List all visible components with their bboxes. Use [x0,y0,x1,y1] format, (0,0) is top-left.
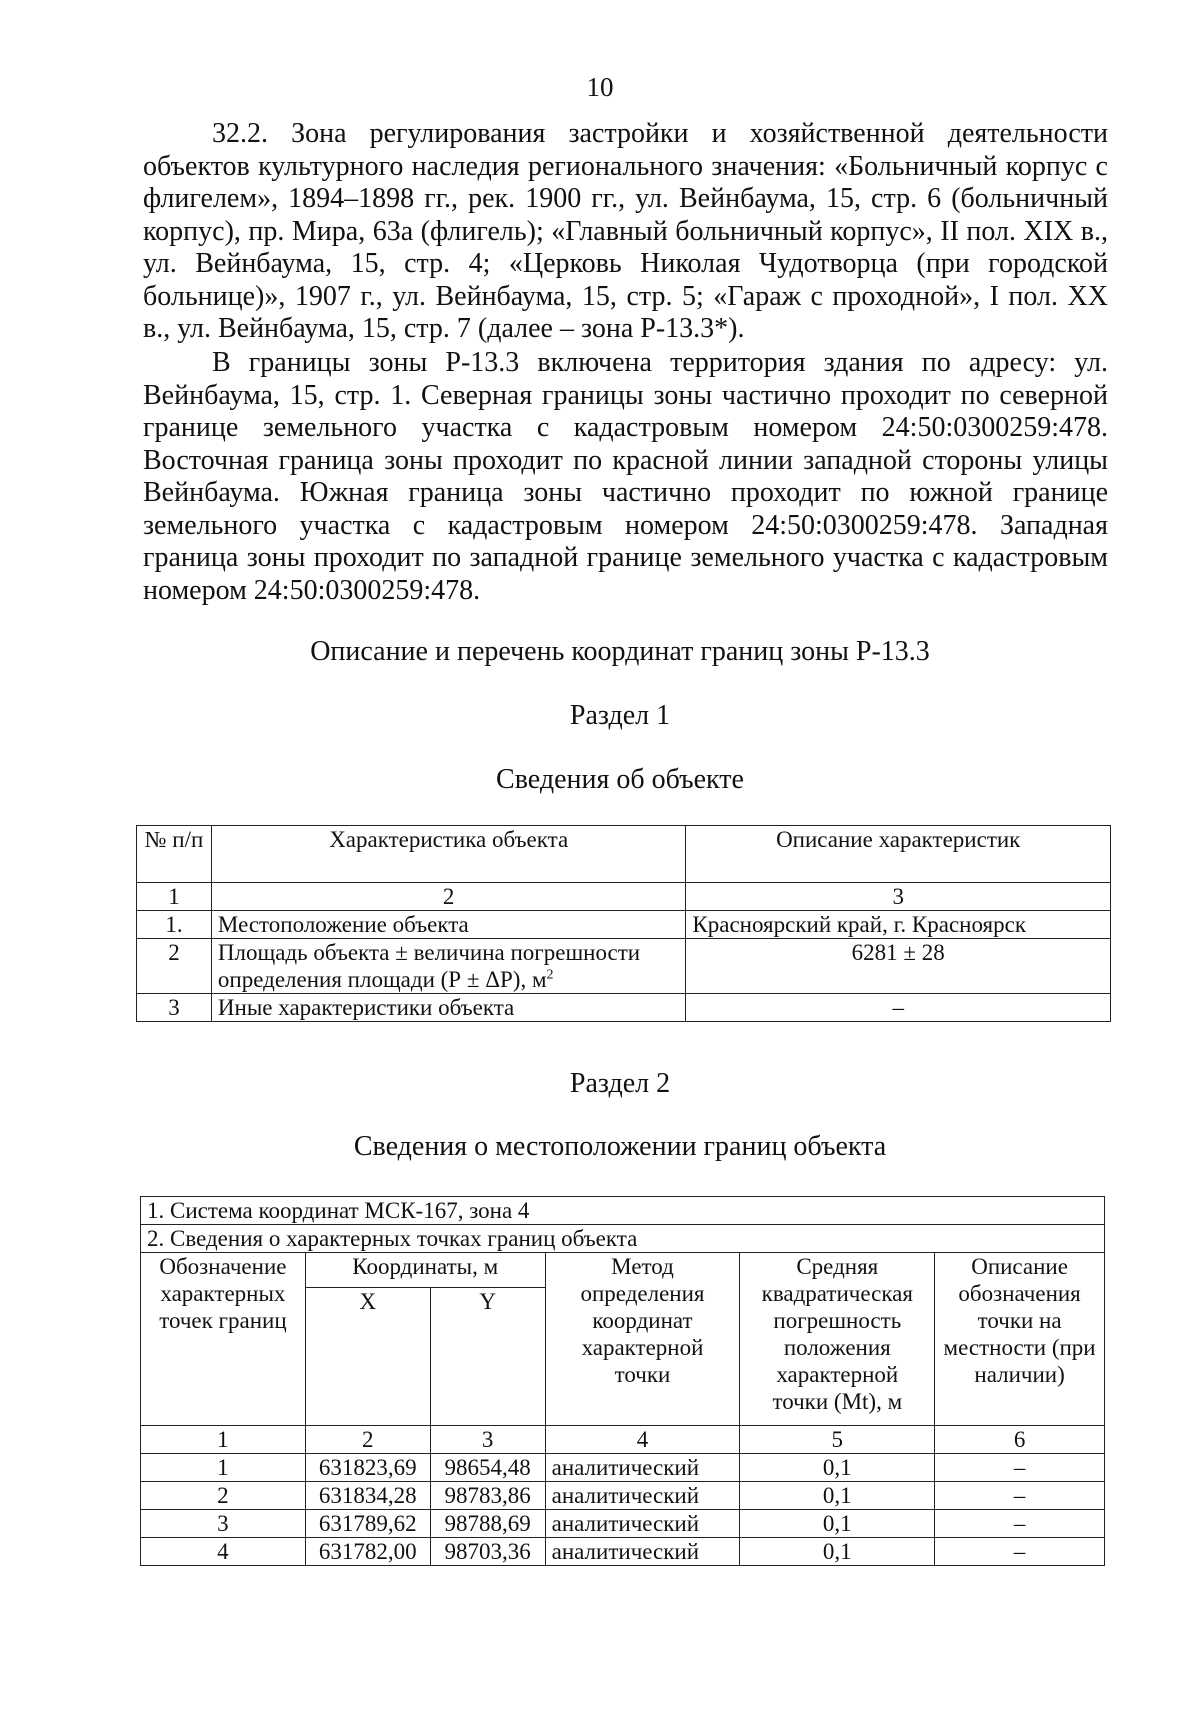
header-description: Описание характеристик [686,826,1111,883]
row-description: 6281 ± 28 [686,939,1111,994]
row-num: 3 [137,994,212,1022]
point-method: аналитический [545,1482,740,1510]
main-heading: Описание и перечень координат границ зоны Р-13.3 [310,636,930,667]
section2-title: Сведения о местоположении границ объекта [353,1131,887,1162]
point-y: 98783,86 [430,1482,545,1510]
table-row [141,1510,1105,1538]
index-cell: 6 [935,1426,1105,1454]
table-header-row [141,1253,1105,1288]
points-title-row [141,1225,1105,1253]
paragraph-zone-boundaries: В границы зоны Р-13.3 включена территория здания по адресу: ул. Вейнбаума, 15, стр. 1. Северная границы зоны частично проходит по северной границе земельного участка с кадастровым номером 24:50:0300259:478. Восточная граница зоны проходит по красной линии западной стороны улицы Вейнбаума. Южная граница зоны частично проходит по южной границе земельного участка с кадастровым номером 24:50:0300259:478. Западная граница зоны проходит по западной границе земельного участка с кадастровым номером 24:50:0300259:478. [143,347,1108,606]
header-num: № п/п [137,826,212,883]
section2-heading: Раздел 2 [569,1068,671,1099]
point-x: 631823,69 [305,1454,430,1482]
point-method: аналитический [545,1510,740,1538]
table-row [141,1482,1105,1510]
point-mt: 0,1 [740,1454,935,1482]
point-mt: 0,1 [740,1482,935,1510]
point-x: 631789,62 [305,1510,430,1538]
index-cell: 2 [305,1426,430,1454]
header-error: Средняя квадратическая погрешность положения характерной точки (Mt), м [740,1253,935,1426]
point-y: 98788,69 [430,1510,545,1538]
header-coordinates: Координаты, м [305,1253,545,1288]
point-x: 631782,00 [305,1538,430,1566]
object-info-table [136,825,1111,1022]
table-row [137,994,1111,1022]
point-y: 98654,48 [430,1454,545,1482]
coordinate-system: 1. Система координат МСК-167, зона 4 [141,1197,1105,1225]
table-header-row [137,826,1111,883]
point-method: аналитический [545,1454,740,1482]
point-description: – [935,1454,1105,1482]
point-mt: 0,1 [740,1538,935,1566]
row-characteristic: Иные характеристики объекта [211,994,686,1022]
header-designation: Обозначение характерных точек границ [141,1253,306,1426]
row-num: 1. [137,911,212,939]
header-x: X [305,1288,430,1426]
point-mt: 0,1 [740,1510,935,1538]
index-cell: 5 [740,1426,935,1454]
point-description: – [935,1482,1105,1510]
index-cell: 3 [686,883,1111,911]
point-id: 3 [141,1510,306,1538]
table-row [141,1454,1105,1482]
point-id: 1 [141,1454,306,1482]
point-id: 4 [141,1538,306,1566]
header-characteristic: Характеристика объекта [211,826,686,883]
area-label: Площадь объекта ± величина погрешности определения площади (Р ± ΔР), м [217,940,641,992]
point-x: 631834,28 [305,1482,430,1510]
index-cell: 4 [545,1426,740,1454]
table-row [141,1538,1105,1566]
index-cell: 1 [137,883,212,911]
index-cell: 1 [141,1426,306,1454]
page-number: 10 [586,72,614,102]
row-characteristic [211,939,686,994]
coordinate-system-row [141,1197,1105,1225]
area-unit-exponent: 2 [546,967,554,983]
boundary-points-table [140,1196,1105,1566]
row-description: Красноярский край, г. Красноярск [686,911,1111,939]
header-y: Y [430,1288,545,1426]
point-id: 2 [141,1482,306,1510]
paragraph-zone-description: 32.2. Зона регулирования застройки и хозяйственной деятельности объектов культурного наследия регионального значения: «Больничный корпус с флигелем», 1894–1898 гг., рек. 1900 гг., ул. Вейнбаума, 15, стр. 6 (больничный корпус), пр. Мира, 63а (флигель); «Главный больничный корпус», II пол. XIX в., ул. Вейнбаума, 15, стр. 4; «Церковь Николая Чудотворца (при городской больнице)», 1907 г., ул. Вейнбаума, 15, стр. 5; «Гараж с проходной», I пол. XX в., ул. Вейнбаума, 15, стр. 7 (далее – зона Р-13.3*). [143,118,1108,344]
index-cell: 2 [211,883,686,911]
points-title: 2. Сведения о характерных точках границ объекта [141,1225,1105,1253]
header-point-description: Описание обозначения точки на местности (при наличии) [935,1253,1105,1426]
point-description: – [935,1510,1105,1538]
point-method: аналитический [545,1538,740,1566]
point-description: – [935,1538,1105,1566]
point-y: 98703,36 [430,1538,545,1566]
row-num: 2 [137,939,212,994]
section1-title: Сведения об объекте [496,764,744,795]
table-index-row [141,1426,1105,1454]
index-cell: 3 [430,1426,545,1454]
row-description: – [686,994,1111,1022]
section1-heading: Раздел 1 [569,700,671,731]
header-method: Метод определения координат характерной точки [545,1253,740,1426]
table-index-row [137,883,1111,911]
table-row [137,911,1111,939]
row-characteristic: Местоположение объекта [211,911,686,939]
table-row [137,939,1111,994]
